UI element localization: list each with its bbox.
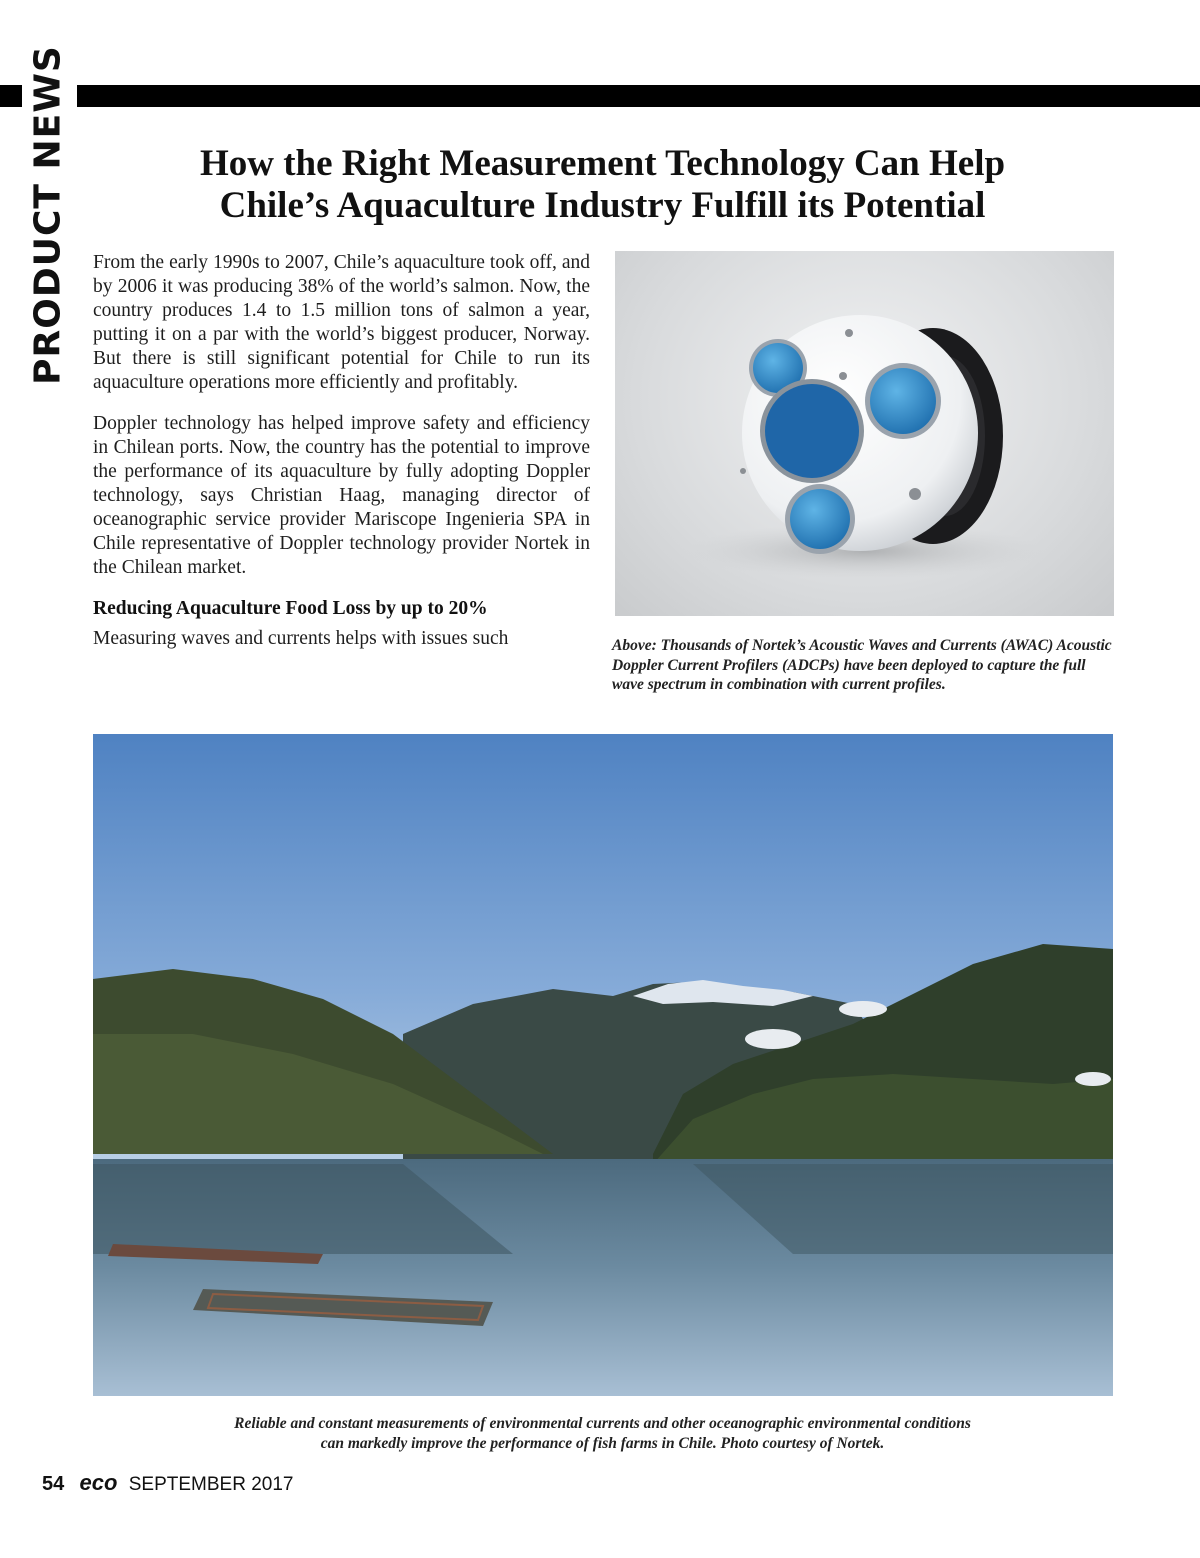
section-label [28,35,68,395]
headline-line-2: Chile’s Aquaculture Industry Fulfill its Potential [219,185,986,226]
page-footer [42,1470,293,1494]
cloud-icon [839,1001,887,1017]
header-bar [77,85,1200,107]
subheading: Reducing Aquaculture Food Loss by up to 20% [93,598,488,619]
body-paragraph-2: Doppler technology has helped improve safety and efficiency in Chilean ports. Now, the country has the potential to improve the performance of its aquaculture by fully adopting Doppler technology, says Christian Haag, managing director of oceanographic service provider Mariscope Ingenieria SPA in Chile representative of Doppler technology provider Nortek in the Chilean market. [93,413,590,578]
body-paragraph-3: Measuring waves and currents helps with issues such [93,628,509,649]
issue-date: SEPTEMBER 2017 [128,1474,294,1495]
article-headline [130,143,1075,227]
screw-icon [909,488,921,500]
headline-line-1: How the Right Measurement Technology Can Help [199,143,1006,184]
screw-icon [839,372,847,380]
awac-device-illustration [615,251,1114,616]
photo-bottom-caption-line-1: Reliable and constant measurements of environmental currents and other oceanographic environmental conditions [234,1415,971,1432]
cloud-icon [745,1029,801,1049]
body-paragraph-1: From the early 1990s to 2007, Chile’s aquaculture took off, and by 2006 it was producing 38% of the world’s salmon. Now, the country produces 1.4 to 1.5 million tons of salmon a year, putting it on a par with the world’s biggest producer, Norway. But there is still significant potential for Chile to run its aquaculture operations more efficiently and profitably. [93,252,590,393]
photo-bottom-caption-line-2: can markedly improve the performance of fish farms in Chile. Photo courtesy of Nortek. [320,1435,885,1452]
page-number: 54 [42,1473,65,1495]
cloud-icon [1075,1072,1111,1086]
transducer-bottom [790,489,850,549]
magazine-logo: eco [79,1470,118,1495]
fjord-fish-farm-photo [93,734,1113,1396]
screw-icon [740,468,746,474]
fjord-landscape-illustration [93,734,1113,1396]
header-bar-marker [0,85,22,107]
screw-icon [845,329,853,337]
section-label-text: PRODUCT NEWS [27,45,69,385]
article-body [93,251,590,668]
transducer-center [765,384,859,478]
photo-top-caption: Above: Thousands of Nortek’s Acoustic Waves and Currents (AWAC) Acoustic Doppler Current Profilers (ADCPs) have been deployed to capture the full wave spectrum in combination with current profiles. [612,637,1112,693]
transducer-right [870,368,936,434]
photo-bottom-caption [110,1414,1095,1454]
awac-device-photo [615,251,1114,616]
